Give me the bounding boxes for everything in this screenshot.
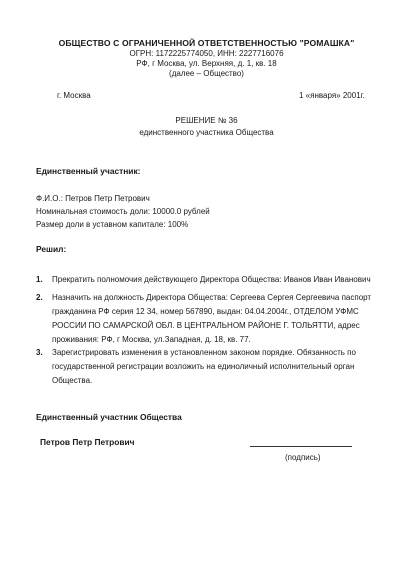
list-item-text: Зарегистрировать изменения в установленном законом порядке. Обязанность по государственной регистрации возложить на единоличный исполнительный орган Общества. bbox=[52, 348, 356, 385]
document-date: 1 «января» 2001г. bbox=[299, 91, 365, 100]
resolved-heading: Решил: bbox=[36, 244, 67, 254]
signature-line bbox=[250, 446, 352, 447]
decision-subtitle: единственного участника Общества bbox=[139, 128, 274, 137]
list-item-number: 1. bbox=[36, 275, 43, 284]
participant-fio: Ф.И.О.: Петров Петр Петрович bbox=[36, 194, 150, 203]
list-item-number: 2. bbox=[36, 293, 43, 302]
signature-heading: Единственный участник Общества bbox=[36, 412, 182, 422]
participant-heading: Единственный участник: bbox=[36, 166, 141, 176]
company-note: (далее – Общество) bbox=[169, 69, 244, 78]
company-name: ОБЩЕСТВО С ОГРАНИЧЕННОЙ ОТВЕТСТВЕННОСТЬЮ "РОМАШКА" bbox=[58, 38, 355, 48]
signature-caption: (подпись) bbox=[285, 453, 321, 462]
list-item-text: Назначить на должность Директора Общества: Сергеева Сергея Сергеевича паспорт гражданина РФ серия 12 34, номер 567890, выдан: 04.04.2004г., ОТДЕЛОМ УФМС РОССИИ ПО САМАРСКОЙ ОБЛ. В ЦЕНТРАЛЬНОМ РАЙОНЕ Г. ТОЛЬЯТТИ, адрес проживания: РФ, г Москва, ул.Западная, д. 18, кв. 77. bbox=[52, 293, 372, 344]
company-address: РФ, г Москва, ул. Верхняя, д. 1, кв. 18 bbox=[136, 59, 277, 68]
company-registration: ОГРН: 1172225774050, ИНН: 2227716076 bbox=[129, 49, 284, 58]
list-item-text: Прекратить полномочия действующего Директора Общества: Иванов Иван Иванович bbox=[52, 275, 371, 284]
signature-name: Петров Петр Петрович bbox=[40, 437, 135, 447]
participant-share: Размер доли в уставном капитале: 100% bbox=[36, 220, 189, 229]
decision-title: РЕШЕНИЕ № 36 bbox=[175, 116, 238, 125]
participant-nominal: Номинальная стоимость доли: 10000.0 рублей bbox=[36, 207, 210, 216]
document-place: г. Москва bbox=[57, 91, 91, 100]
list-item-number: 3. bbox=[36, 348, 43, 357]
